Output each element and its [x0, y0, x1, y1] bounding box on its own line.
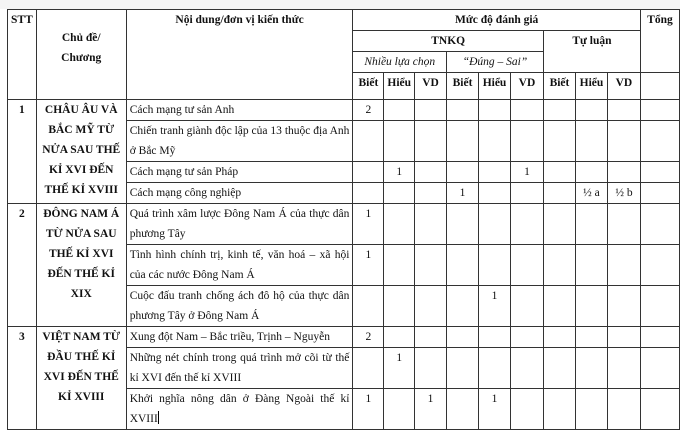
count-cell [353, 348, 384, 389]
count-cell [511, 245, 544, 286]
table-row [8, 204, 680, 245]
count-cell [607, 327, 640, 348]
section-number: 1 [8, 100, 37, 204]
total-cell [640, 245, 679, 286]
count-cell [543, 348, 575, 389]
count-cell: ½ a [575, 183, 607, 204]
content-cell: Tình hình chính trị, kinh tế, văn hoá – xã hội của các nước Đông Nam Á [126, 245, 353, 286]
header-level-hieu: Hiểu [384, 73, 415, 100]
content-cell: Cách mạng công nghiệp [126, 183, 353, 204]
content-cell: Cuộc đấu tranh chống ách đô hộ của thực dân phương Tây ở Đông Nam Á [126, 286, 353, 327]
count-cell [607, 100, 640, 121]
count-cell [384, 204, 415, 245]
count-cell [511, 327, 544, 348]
count-cell [384, 286, 415, 327]
document-top-margin [0, 0, 680, 9]
count-cell [511, 286, 544, 327]
count-cell [353, 286, 384, 327]
count-cell [543, 121, 575, 162]
header-total: Tổng [640, 10, 679, 73]
header-level-hieu: Hiểu [575, 73, 607, 100]
count-cell [607, 204, 640, 245]
text-cursor [158, 411, 159, 424]
total-cell [640, 162, 679, 183]
count-cell [447, 100, 479, 121]
count-cell [511, 389, 544, 430]
count-cell [479, 183, 511, 204]
count-cell [543, 286, 575, 327]
total-cell [640, 348, 679, 389]
count-cell [415, 100, 447, 121]
table-row [8, 100, 680, 121]
count-cell [543, 100, 575, 121]
header-stt: STT [8, 10, 37, 100]
count-cell [479, 348, 511, 389]
count-cell [543, 389, 575, 430]
header-topic [36, 10, 126, 100]
count-cell [607, 245, 640, 286]
total-cell [640, 100, 679, 121]
total-cell [640, 204, 679, 245]
count-cell [511, 348, 544, 389]
count-cell [447, 245, 479, 286]
count-cell [415, 245, 447, 286]
count-cell: 1 [479, 286, 511, 327]
count-cell [511, 100, 544, 121]
count-cell [415, 327, 447, 348]
count-cell [384, 121, 415, 162]
count-cell [607, 348, 640, 389]
header-level-biet: Biết [543, 73, 575, 100]
count-cell [575, 327, 607, 348]
count-cell [384, 100, 415, 121]
count-cell [479, 245, 511, 286]
count-cell [415, 183, 447, 204]
count-cell [543, 183, 575, 204]
content-cell: Chiến tranh giành độc lập của 13 thuộc địa Anh ở Bắc Mỹ [126, 121, 353, 162]
count-cell [543, 245, 575, 286]
count-cell: 1 [479, 389, 511, 430]
count-cell [447, 389, 479, 430]
count-cell [479, 162, 511, 183]
count-cell [575, 121, 607, 162]
count-cell: 2 [353, 100, 384, 121]
count-cell [575, 162, 607, 183]
count-cell: 1 [511, 162, 544, 183]
count-cell [543, 204, 575, 245]
assessment-matrix-table [7, 9, 680, 430]
count-cell: 2 [353, 327, 384, 348]
header-topic-line1: Chủ đề/ [61, 32, 101, 44]
count-cell [575, 348, 607, 389]
content-cell: Cách mạng tư sản Anh [126, 100, 353, 121]
header-level-biet: Biết [447, 73, 479, 100]
count-cell: 1 [353, 204, 384, 245]
table-row [8, 327, 680, 348]
total-cell [640, 183, 679, 204]
count-cell [575, 204, 607, 245]
count-cell [384, 389, 415, 430]
content-cell: Xung đột Nam – Bắc triều, Trịnh – Nguyễn [126, 327, 353, 348]
header-level-vd: VD [607, 73, 640, 100]
content-cell: Những nét chính trong quá trình mở cõi từ thế kỉ XVI đến thế kỉ XVIII [126, 348, 353, 389]
count-cell [575, 389, 607, 430]
count-cell: 1 [447, 183, 479, 204]
count-cell [607, 121, 640, 162]
header-level-vd: VD [511, 73, 544, 100]
section-number: 3 [8, 327, 37, 430]
count-cell: 1 [353, 245, 384, 286]
count-cell [447, 204, 479, 245]
count-cell [511, 183, 544, 204]
header-level-hieu: Hiểu [479, 73, 511, 100]
count-cell [384, 183, 415, 204]
count-cell [415, 162, 447, 183]
count-cell [447, 348, 479, 389]
count-cell [607, 389, 640, 430]
count-cell [575, 286, 607, 327]
count-cell: 1 [415, 389, 447, 430]
content-cell-editable[interactable] [126, 389, 353, 430]
count-cell [447, 286, 479, 327]
content-cell: Quá trình xâm lược Đông Nam Á của thực dân phương Tây [126, 204, 353, 245]
count-cell [543, 162, 575, 183]
count-cell: 1 [384, 162, 415, 183]
section-number: 2 [8, 204, 37, 327]
count-cell [575, 100, 607, 121]
count-cell [543, 327, 575, 348]
content-cell: Cách mạng tư sản Pháp [126, 162, 353, 183]
count-cell [384, 245, 415, 286]
count-cell: 1 [384, 348, 415, 389]
count-cell [353, 162, 384, 183]
section-topic: VIỆT NAM TỪ ĐẦU THẾ KỈ XVI ĐẾN THẾ KỈ XVIII [36, 327, 126, 430]
count-cell [479, 121, 511, 162]
total-cell [640, 121, 679, 162]
header-essay: Tự luận [543, 31, 640, 73]
count-cell [415, 204, 447, 245]
count-cell [511, 204, 544, 245]
count-cell [415, 348, 447, 389]
count-cell [415, 121, 447, 162]
count-cell: ½ b [607, 183, 640, 204]
total-cell [640, 327, 679, 348]
section-topic: CHÂU ÂU VÀ BẮC MỸ TỪ NỬA SAU THẾ KỈ XVI ĐẾN THẾ KỈ XVIII [36, 100, 126, 204]
header-level-biet: Biết [353, 73, 384, 100]
count-cell [353, 121, 384, 162]
header-true-false: “Đúng – Sai” [447, 52, 544, 73]
header-level-group: Mức độ đánh giá [353, 10, 641, 31]
count-cell [511, 121, 544, 162]
count-cell [479, 204, 511, 245]
count-cell [607, 162, 640, 183]
count-cell: 1 [353, 389, 384, 430]
total-cell [640, 389, 679, 430]
count-cell [415, 286, 447, 327]
count-cell [479, 327, 511, 348]
count-cell [607, 286, 640, 327]
count-cell [353, 183, 384, 204]
count-cell [447, 121, 479, 162]
count-cell [447, 327, 479, 348]
section-topic: ĐÔNG NAM Á TỪ NỬA SAU THẾ KỈ XVI ĐẾN THẾ KỈ XIX [36, 204, 126, 327]
header-level-vd: VD [415, 73, 447, 100]
count-cell [575, 245, 607, 286]
header-total-blank [640, 73, 679, 100]
count-cell [479, 100, 511, 121]
content-text[interactable]: Khởi nghĩa nông dân ở Đàng Ngoài thế kỉ XVIII [129, 393, 350, 425]
header-content: Nội dung/đơn vị kiến thức [126, 10, 353, 100]
count-cell [447, 162, 479, 183]
header-multiple-choice: Nhiều lựa chọn [353, 52, 447, 73]
header-topic-line2: Chương [61, 52, 102, 64]
total-cell [640, 286, 679, 327]
count-cell [384, 327, 415, 348]
header-tnkq: TNKQ [353, 31, 544, 52]
